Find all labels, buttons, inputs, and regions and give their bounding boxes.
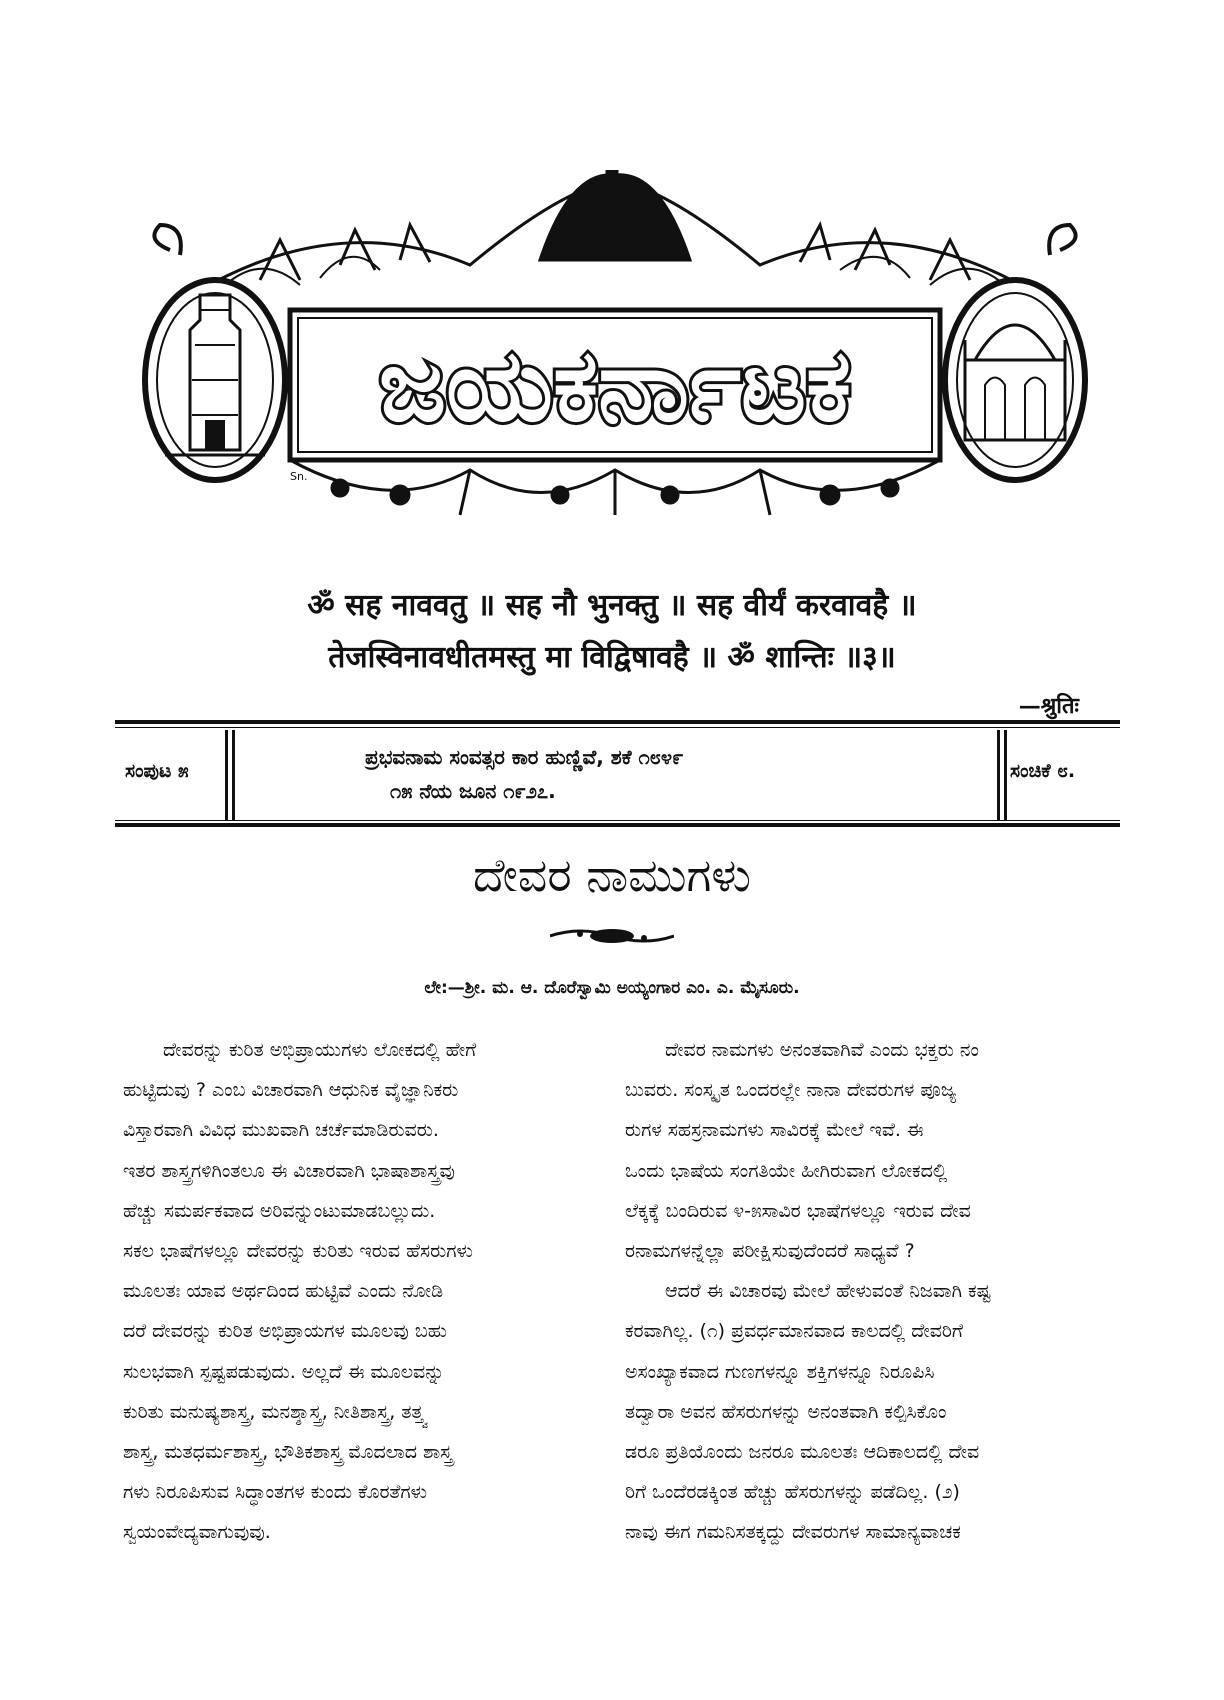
text-line: ನಾವು ಈಗ ಗಮನಿಸತಕ್ಕದ್ದು ದೇವರುಗಳ ಸಾಮಾನ್ಯವಾಚಕ bbox=[625, 1521, 961, 1544]
text-line: ಬುವರು. ಸಂಸ್ಕೃತ ಒಂದರಲ್ಲೇ ನಾನಾ ದೇವರುಗಳ ಪೂಜ್ಯ bbox=[625, 1079, 957, 1102]
invocation-line-1: ॐ सह नाववतु ॥ सह नौ भुनक्तु ॥ सह वीर्यं करवावहै ॥ bbox=[307, 588, 917, 623]
text-line: ಕರವಾಗಿಲ್ಲ. (೧) ಪ್ರವರ್ಧಮಾನವಾದ ಕಾಲದಲ್ಲಿ ದೇವರಿಗೆ bbox=[625, 1320, 963, 1343]
issue-date bbox=[365, 740, 1005, 808]
volume-label: ಸಂಪುಟ ೫ bbox=[125, 760, 189, 782]
bottom-rule-thin bbox=[115, 820, 1120, 821]
text-line: ಹೆಚ್ಚು ಸಮರ್ಪಕವಾದ ಅರಿವನ್ನುಂಟುಮಾಡಬಲ್ಲುದು. bbox=[123, 1199, 436, 1222]
artist-mark: Sn. bbox=[290, 470, 308, 483]
text-line: ಲೆಕ್ಕಕ್ಕೆ ಬಂದಿರುವ ೪-೫ಸಾವಿರ ಭಾಷೆಗಳಲ್ಲೂ ಇರುವ ದೇವ bbox=[625, 1199, 971, 1222]
text-line: ತದ್ವಾರಾ ಅವನ ಹೆಸರುಗಳನ್ನು ಅನಂತವಾಗಿ ಕಲ್ಪಿಸಿಕೊಂ bbox=[625, 1400, 947, 1423]
column-left bbox=[123, 1030, 601, 1553]
gumbaz-medallion bbox=[945, 280, 1085, 480]
text-line: ಸ್ವಯಂವೇದ್ಯವಾಗುವುವು. bbox=[123, 1521, 271, 1544]
issue-date-line-1: ಪ್ರಭವನಾಮ ಸಂವತ್ಸರ ಕಾರ ಹುಣ್ಣಿವೆ, ಶಕೆ ೧೮೪೯ bbox=[365, 745, 684, 769]
text-line: ಮೂಲತಃ ಯಾವ ಅರ್ಥದಿಂದ ಹುಟ್ಟಿವೆ ಎಂದು ನೋಡಿ bbox=[123, 1280, 444, 1303]
text-line: ಸಕಲ ಭಾಷೆಗಳಲ್ಲೂ ದೇವರನ್ನು ಕುರಿತು ಇರುವ ಹೆಸರುಗಳು bbox=[123, 1240, 473, 1263]
top-rule bbox=[115, 720, 1120, 724]
text-line: ಹುಟ್ಟಿದುವು ? ಎಂಬ ವಿಚಾರವಾಗಿ ಆಧುನಿಕ ವೈಜ್ಞಾನಿಕರು bbox=[123, 1079, 459, 1102]
text-line: ಇತರ ಶಾಸ್ತ್ರಗಳಿಗಿಂತಲೂ ಈ ವಿಚಾರವಾಗಿ ಭಾಷಾಶಾಸ್ತ್ರವು bbox=[123, 1159, 455, 1182]
text-line: ದೇವರ ನಾಮಗಳು ಅನಂತವಾಗಿವೆ ಎಂದು ಭಕ್ತರು ನಂ bbox=[665, 1039, 979, 1061]
text-line: ರುಗಳ ಸಹಸ್ರನಾಮಗಳು ಸಾವಿರಕ್ಕೆ ಮೇಲೆ ಇವೆ. ಈ bbox=[625, 1119, 924, 1142]
text-line: ಗಳು ನಿರೂಪಿಸುವ ಸಿದ್ಧಾಂತಗಳ ಕುಂದು ಕೊರತೆಗಳು bbox=[123, 1481, 428, 1504]
text-line: ಒಂದು ಭಾಷೆಯ ಸಂಗತಿಯೇ ಹೀಗಿರುವಾಗ ಲೋಕದಲ್ಲಿ bbox=[625, 1159, 948, 1182]
top-rule-thin bbox=[115, 727, 1120, 728]
issue-header bbox=[115, 730, 1120, 820]
article-byline: ಲೇ:—ಶ್ರೀ. ಮ. ಆ. ದೊರೆಸ್ವಾಮಿ ಅಯ್ಯಂಗಾರ ಎಂ. ಎ. ಮೈಸೂರು. bbox=[424, 978, 800, 998]
issue-number: ಸಂಚಿಕೆ ೮. bbox=[1010, 760, 1076, 782]
text-line: ದೇವರನ್ನು ಕುರಿತ ಅಭಿಪ್ರಾಯುಗಳು ಲೋಕದಲ್ಲಿ ಹೇಗೆ bbox=[163, 1039, 477, 1061]
masthead-title: ಜಯಕರ್ನಾಟಕ bbox=[378, 327, 852, 444]
crowd-illustration bbox=[200, 170, 1030, 290]
invocation-source: —श्रुतिः bbox=[1018, 693, 1079, 719]
title-ornament bbox=[550, 926, 674, 946]
text-line: ಕುರಿತು ಮನುಷ್ಯಶಾಸ್ತ್ರ, ಮನಶ್ಶಾಸ್ತ್ರ, ನೀತಿಶಾಸ್ತ್ರ, ತತ್ತ್ವ bbox=[123, 1400, 427, 1423]
text-line: ಆದರೆ ಈ ವಿಚಾರವು ಮೇಲೆ ಹೇಳುವಂತೆ ನಿಜವಾಗಿ ಕಷ್ಟ bbox=[665, 1280, 991, 1303]
bottom-rule bbox=[115, 823, 1120, 827]
text-line: ದರೆ ದೇವರನ್ನು ಕುರಿತ ಅಭಿಪ್ರಾಯಗಳ ಮೂಲವು ಬಹು bbox=[123, 1320, 447, 1343]
temple-medallion bbox=[145, 280, 285, 480]
article-title: ದೇವರ ನಾಮುಗಳು bbox=[473, 848, 751, 902]
text-line: ಶಾಸ್ತ್ರ, ಮತಧರ್ಮಶಾಸ್ತ್ರ, ಭೌತಿಕಶಾಸ್ತ್ರ ಮೊದಲಾದ ಶಾಸ್ತ್ರ bbox=[123, 1441, 453, 1464]
column-right bbox=[625, 1030, 1103, 1553]
invocation-line-2: तेजस्विनावधीतमस्तु मा विद्विषावहै ॥ ॐ शान्तिः ॥३॥ bbox=[328, 640, 896, 675]
text-line: ರನಾಮಗಳನ್ನೆಲ್ಲಾ ಪರೀಕ್ಷಿಸುವುದೆಂದರೆ ಸಾಧ್ಯವೆ ? bbox=[625, 1240, 915, 1263]
text-line: ರಿಗೆ ಒಂದೆರಡಕ್ಕಿಂತ ಹೆಚ್ಚು ಹೆಸರುಗಳನ್ನು ಪಡೆದಿಲ್ಲ. (೨) bbox=[625, 1481, 960, 1504]
issue-date-line-2: ೧೫ ನೆಯ ಜೂನ ೧೯೨೭. bbox=[390, 779, 556, 803]
masthead-banner bbox=[140, 170, 1090, 550]
text-line: ಡರೂ ಪ್ರತಿಯೊಂದು ಜನರೂ ಮೂಲತಃ ಆದಿಕಾಲದಲ್ಲಿ ದೇವ bbox=[625, 1441, 980, 1464]
text-line: ವಿಸ್ತಾರವಾಗಿ ವಿವಿಧ ಮುಖವಾಗಿ ಚರ್ಚೆಮಾಡಿರುವರು. bbox=[123, 1119, 439, 1142]
text-line: ಸುಲಭವಾಗಿ ಸ್ಪಷ್ಟಪಡುವುದು. ಅಲ್ಲದೆ ಈ ಮೂಲವನ್ನು bbox=[123, 1360, 445, 1383]
text-line: ಅಸಂಖ್ಯಾಕವಾದ ಗುಣಗಳನ್ನೂ ಶಕ್ತಿಗಳನ್ನೂ ನಿರೂಪಿಸಿ bbox=[625, 1360, 935, 1383]
garland-ornament bbox=[290, 460, 940, 515]
